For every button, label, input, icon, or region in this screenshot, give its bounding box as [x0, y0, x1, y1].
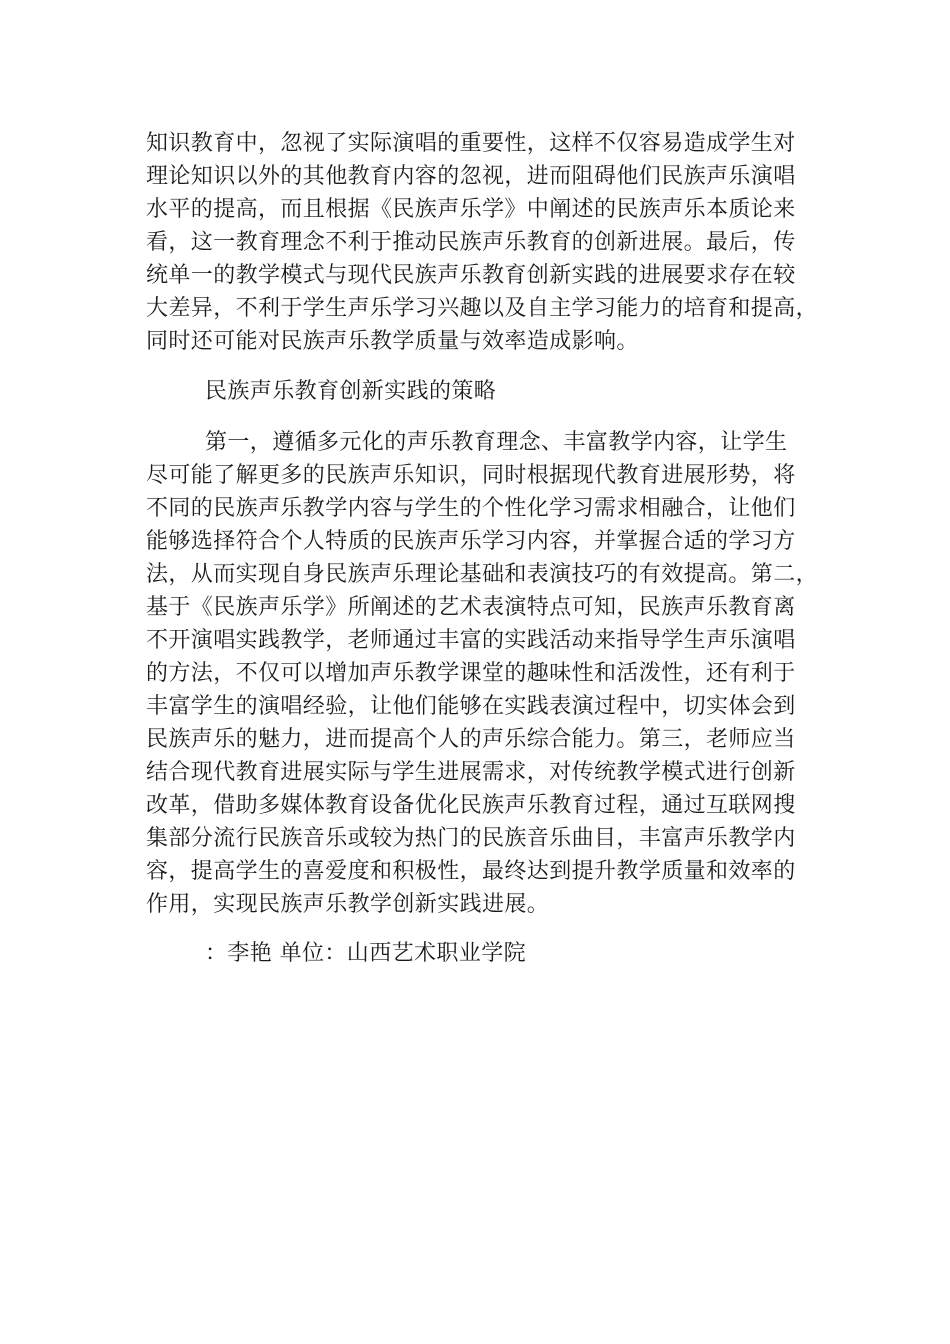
paragraph-line: 理论知识以外的其他教育内容的忽视，进而阻碍他们民族声乐演唱	[146, 164, 796, 189]
paragraph-line: 民族声乐的魅力，进而提高个人的声乐综合能力。第三，老师应当	[146, 727, 796, 752]
paragraph-line: 知识教育中，忽视了实际演唱的重要性，这样不仅容易造成学生对	[146, 131, 796, 156]
paragraph-line: 法，从而实现自身民族声乐理论基础和表演技巧的有效提高。第二，	[146, 562, 819, 587]
paragraph-line: 统单一的教学模式与现代民族声乐教育创新实践的进展要求存在较	[146, 263, 796, 288]
paragraph-line: 的方法，不仅可以增加声乐教学课堂的趣味性和活泼性，还有利于	[146, 661, 796, 686]
paragraph-line: 水平的提高，而且根据《民族声乐学》中阐述的民族声乐本质论来	[146, 197, 796, 222]
paragraph-line: 不同的民族声乐教学内容与学生的个性化学习需求相融合，让他们	[146, 496, 796, 521]
paragraph-line: 基于《民族声乐学》所阐述的艺术表演特点可知，民族声乐教育离	[146, 595, 796, 620]
section-heading: 民族声乐教育创新实践的策略	[205, 379, 497, 404]
paragraph-line: 结合现代教育进展实际与学生进展需求，对传统教学模式进行创新	[146, 760, 796, 785]
paragraph-line: 大差异，不利于学生声乐学习兴趣以及自主学习能力的培育和提高，	[146, 296, 819, 321]
paragraph-line: 集部分流行民族音乐或较为热门的民族音乐曲目，丰富声乐教学内	[146, 826, 796, 851]
paragraph-line: 不开演唱实践教学，老师通过丰富的实践活动来指导学生声乐演唱	[146, 628, 796, 653]
paragraph-line: 看，这一教育理念不利于推动民族声乐教育的创新进展。最后，传	[146, 230, 796, 255]
paragraph-line: 作用，实现民族声乐教学创新实践进展。	[146, 892, 550, 917]
paragraph-line: 第一，遵循多元化的声乐教育理念、丰富教学内容，让学生	[205, 430, 788, 455]
paragraph-line: 丰富学生的演唱经验，让他们能够在实践表演过程中，切实体会到	[146, 694, 796, 719]
paragraph-line: 同时还可能对民族声乐教学质量与效率造成影响。	[146, 329, 639, 354]
author-line: ：李艳 单位：山西艺术职业学院	[205, 941, 526, 966]
paragraph-line: 容，提高学生的喜爱度和积极性，最终达到提升教学质量和效率的	[146, 859, 796, 884]
paragraph-line: 能够选择符合个人特质的民族声乐学习内容，并掌握合适的学习方	[146, 529, 796, 554]
paragraph-line: 尽可能了解更多的民族声乐知识，同时根据现代教育进展形势，将	[146, 463, 796, 488]
paragraph-line: 改革，借助多媒体教育设备优化民族声乐教育过程，通过互联网搜	[146, 793, 796, 818]
